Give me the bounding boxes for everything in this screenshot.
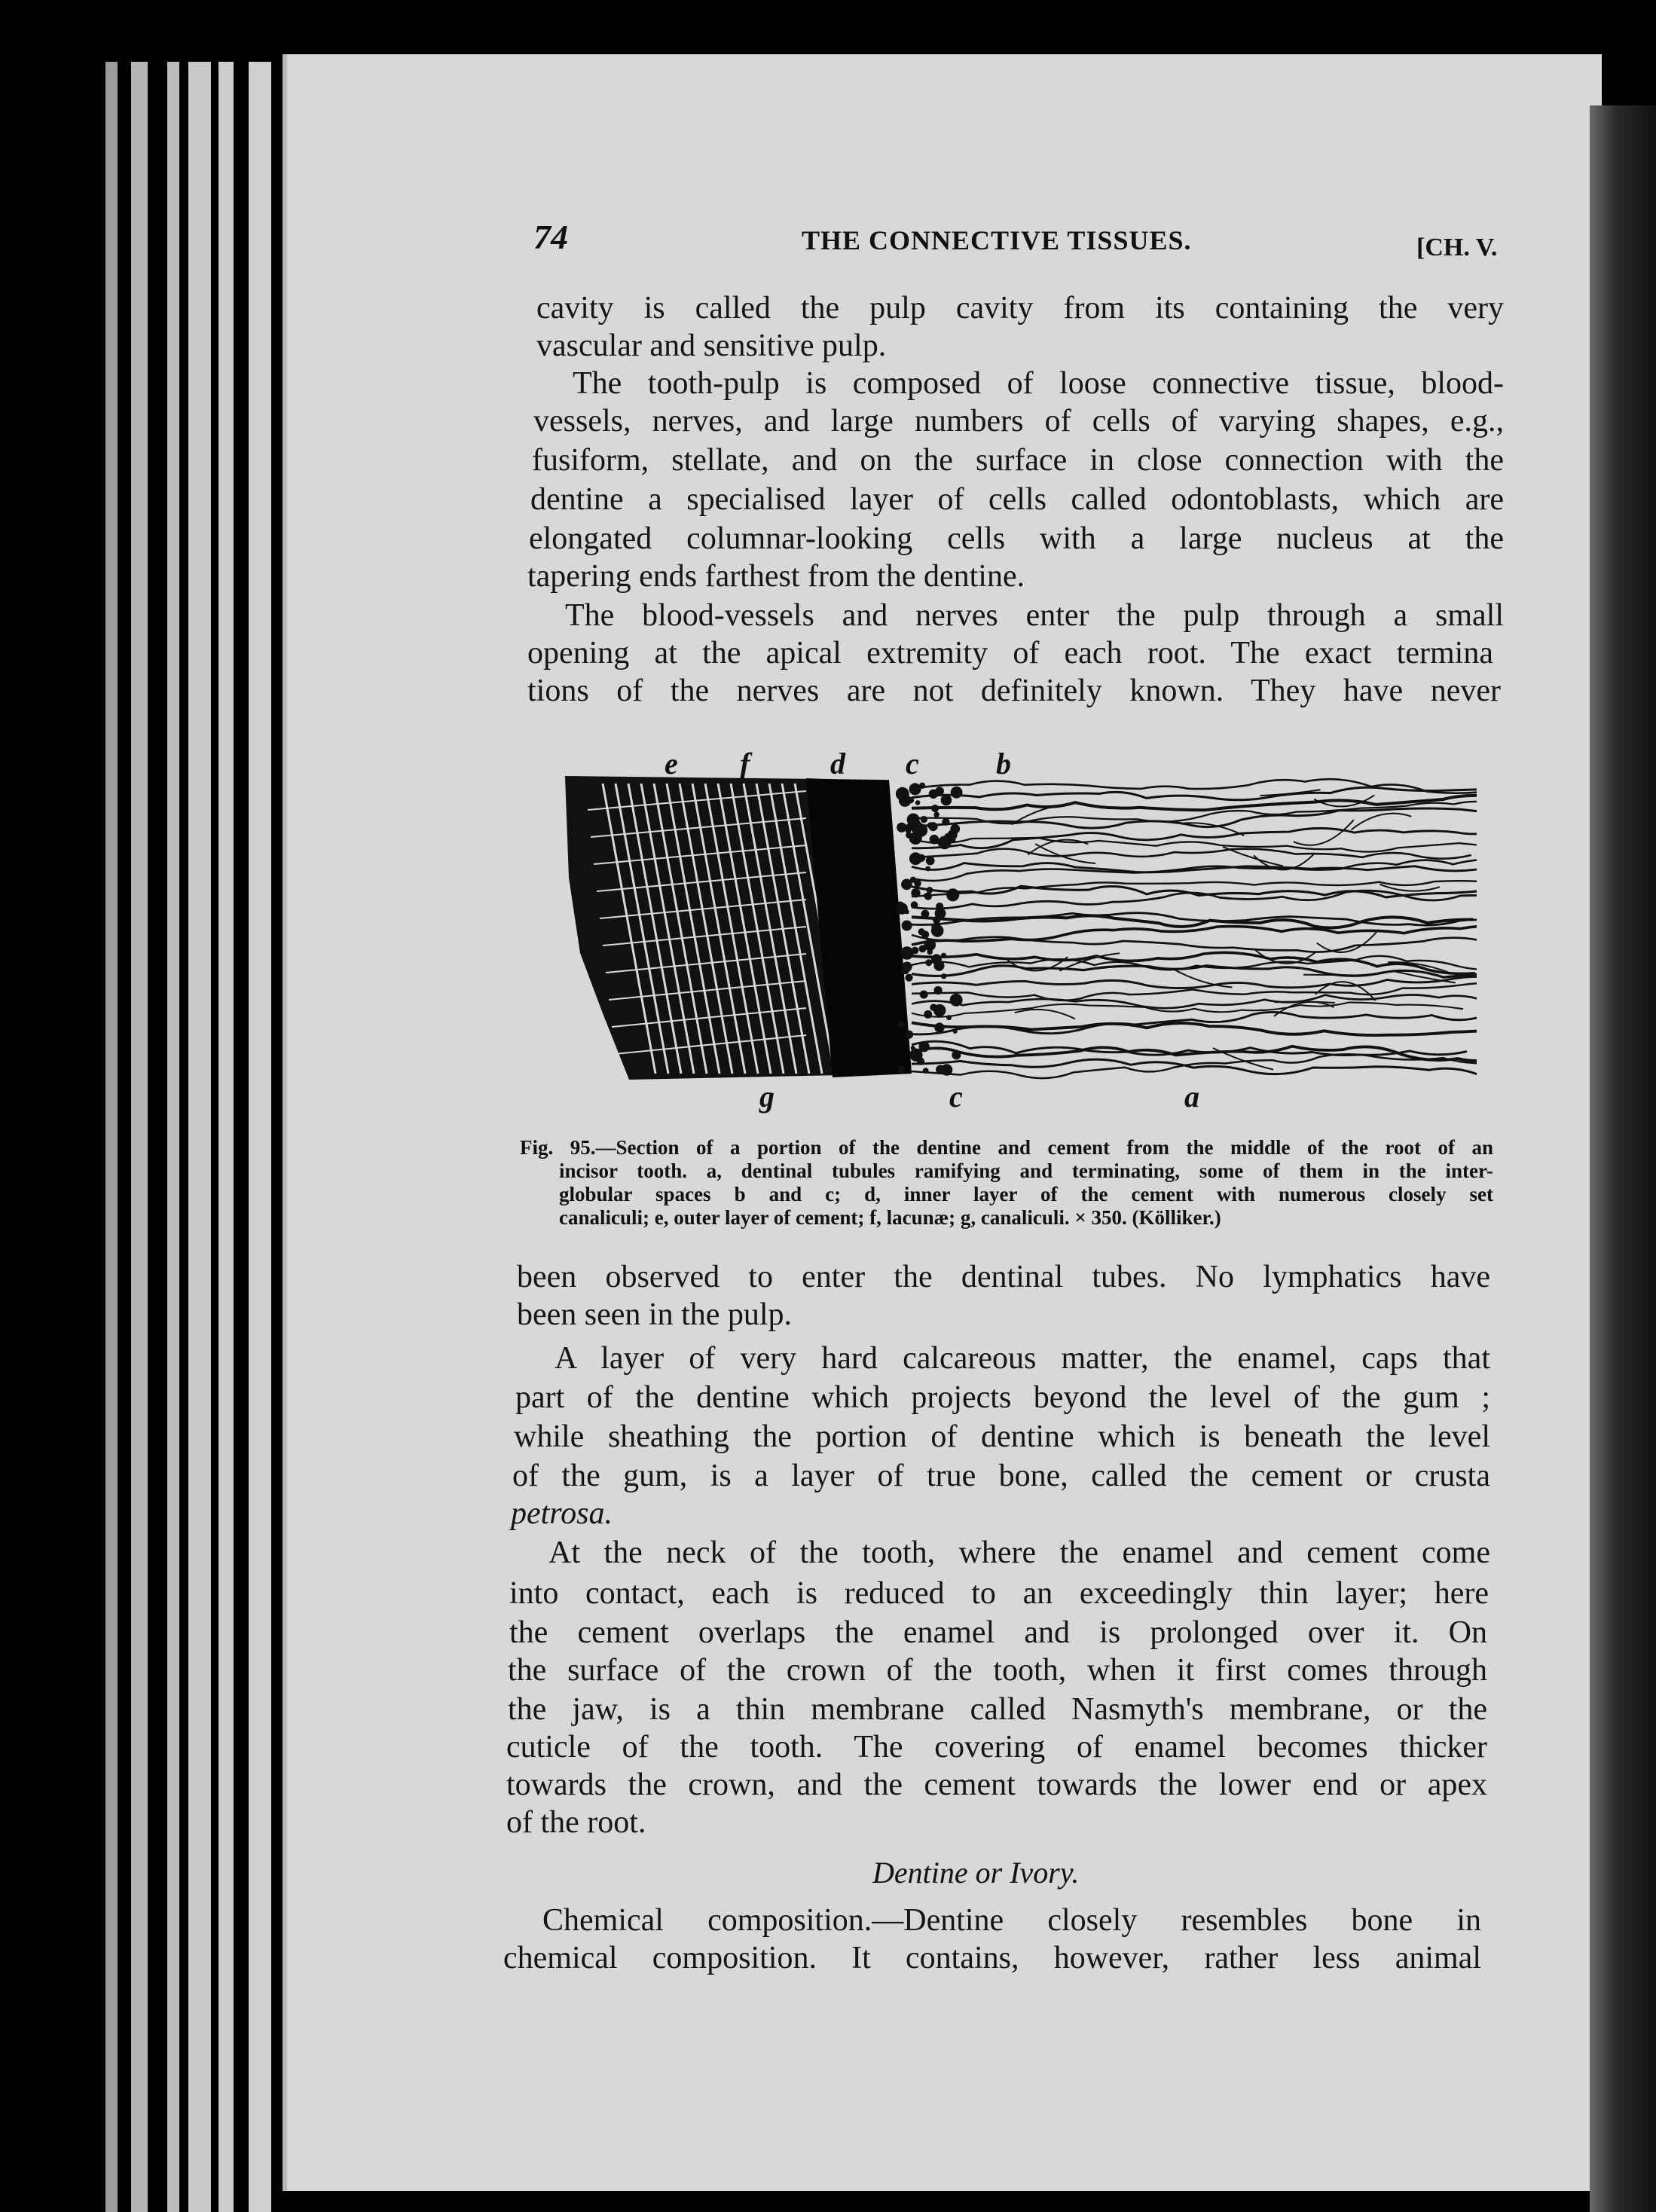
figure-caption-line: incisor tooth. a, dentinal tubules ramifying and terminating, some of them in the inter- xyxy=(559,1159,1493,1182)
body-line: petrosa. xyxy=(511,1496,613,1531)
interglobular-space xyxy=(931,924,936,930)
section-heading: Dentine or Ivory. xyxy=(872,1856,1080,1890)
body-line: tions of the nerves are not definitely known. They have never xyxy=(527,674,1501,708)
interglobular-space xyxy=(946,1015,952,1020)
body-line: fusiform, stellate, and on the surface in close connection with the xyxy=(532,443,1504,478)
interglobular-space xyxy=(918,1041,929,1052)
body-line: At the neck of the tooth, where the enamel and cement come xyxy=(548,1535,1490,1570)
tubule-branch xyxy=(1317,931,1377,952)
body-line: opening at the apical extremity of each root. The exact termina xyxy=(527,636,1493,671)
dentinal-tubule-line xyxy=(912,1003,1463,1017)
body-line: vessels, nerves, and large numbers of cells of varying shapes, e.g., xyxy=(533,404,1504,438)
body-line: of the gum, is a layer of true bone, called the cement or crusta xyxy=(512,1459,1490,1493)
running-title: THE CONNECTIVE TISSUES. xyxy=(802,225,1192,255)
dentine-cement-illustration xyxy=(558,742,1477,1123)
interglobular-space xyxy=(902,962,912,972)
tubule-branch xyxy=(1351,814,1411,830)
figure-label-d: d xyxy=(830,747,845,781)
interglobular-space xyxy=(911,901,918,909)
interglobular-space xyxy=(933,916,940,924)
dentinal-tubule-line xyxy=(912,913,1477,925)
body-line: chemical composition. It contains, however, rather less animal xyxy=(503,1941,1481,1975)
body-line: elongated columnar-looking cells with a large nucleus at the xyxy=(529,521,1504,556)
interglobular-space xyxy=(918,854,925,862)
interglobular-space xyxy=(933,1004,946,1016)
interglobular-space xyxy=(946,888,959,901)
interglobular-space xyxy=(921,930,929,938)
figure-label-b: b xyxy=(996,747,1011,781)
tubule-branch xyxy=(1015,1010,1075,1019)
figure-caption-line: globular spaces b and c; d, inner layer of the cement with numerous closely set xyxy=(559,1183,1493,1205)
interglobular-space xyxy=(926,857,935,866)
body-line: the cement overlaps the enamel and is prolonged over it. On xyxy=(509,1615,1487,1650)
interglobular-space xyxy=(915,800,921,805)
interglobular-space xyxy=(924,1010,932,1019)
interglobular-space xyxy=(923,1068,929,1074)
body-line: tapering ends farthest from the dentine. xyxy=(527,559,1025,594)
interglobular-space xyxy=(942,818,949,826)
figure-label-e: e xyxy=(665,747,678,781)
body-line: into contact, each is reduced to an exceedingly thin layer; here xyxy=(509,1576,1489,1611)
interglobular-space xyxy=(933,812,940,818)
figure-caption-line: canaliculi; e, outer layer of cement; f, lacunæ; g, canaliculi. × 350. (Kölliker.) xyxy=(559,1206,1221,1229)
interglobular-space xyxy=(924,894,928,898)
page-edge-layer xyxy=(105,62,118,2212)
interglobular-space xyxy=(927,887,933,894)
body-line: The tooth-pulp is composed of loose connective tissue, blood- xyxy=(573,366,1504,401)
interglobular-space xyxy=(900,946,914,960)
interglobular-space xyxy=(925,866,930,872)
figure-caption-line: Fig. 95.—Section of a portion of the dentine and cement from the middle of the root of an xyxy=(520,1136,1493,1159)
figure-label-c-bottom: c xyxy=(949,1080,963,1114)
page-edge-layer xyxy=(218,62,234,2212)
interglobular-space xyxy=(909,783,921,795)
interglobular-space xyxy=(929,790,938,799)
interglobular-space xyxy=(902,921,912,931)
body-line: the jaw, is a thin membrane called Nasmyth's membrane, or the xyxy=(508,1692,1487,1727)
body-line: while sheathing the portion of dentine which is beneath the level xyxy=(514,1419,1490,1454)
interglobular-space xyxy=(898,1021,906,1028)
body-line: towards the crown, and the cement towards the lower end or apex xyxy=(506,1767,1487,1802)
interglobular-space xyxy=(941,973,946,979)
body-line: A layer of very hard calcareous matter, the enamel, caps that xyxy=(555,1341,1490,1376)
interglobular-space xyxy=(921,910,930,918)
body-line: the surface of the crown of the tooth, when it first comes through xyxy=(508,1653,1487,1688)
chapter-marker: [CH. V. xyxy=(1416,234,1498,261)
interglobular-space xyxy=(921,816,927,823)
interglobular-space xyxy=(927,949,933,955)
interglobular-space xyxy=(927,822,934,829)
figure-label-c-top: c xyxy=(906,747,919,781)
tubule-branch xyxy=(1294,820,1354,845)
interglobular-space xyxy=(952,1050,961,1059)
body-line: of the root. xyxy=(506,1805,646,1840)
interglobular-space xyxy=(897,823,906,833)
body-line: cavity is called the pulp cavity from its containing the very xyxy=(536,291,1504,325)
page-edge-layer xyxy=(188,62,211,2212)
interglobular-space xyxy=(931,805,939,812)
interglobular-space xyxy=(908,797,914,803)
figure-label-g: g xyxy=(759,1080,775,1114)
interglobular-space xyxy=(941,795,952,806)
interglobular-space xyxy=(930,835,940,845)
tubule-branch xyxy=(1303,975,1364,976)
interglobular-space xyxy=(925,959,932,966)
interglobular-space xyxy=(950,994,963,1007)
body-line: The blood-vessels and nerves enter the pulp through a small xyxy=(565,598,1504,633)
dentinal-tubule-line xyxy=(912,926,1477,945)
page-number: 74 xyxy=(533,218,568,256)
interglobular-space xyxy=(911,888,920,897)
dentinal-tubule-line xyxy=(912,983,1477,1001)
interglobular-space xyxy=(919,945,927,952)
interglobular-space xyxy=(936,1065,946,1075)
body-line: cuticle of the tooth. The covering of enamel becomes thicker xyxy=(506,1730,1487,1764)
interglobular-space xyxy=(941,953,947,959)
dentinal-tubules xyxy=(912,779,1477,1078)
body-line: part of the dentine which projects beyond the level of the gum ; xyxy=(515,1380,1490,1415)
interglobular-space xyxy=(905,1031,913,1039)
figure-label-a: a xyxy=(1184,1080,1199,1114)
interglobular-space xyxy=(917,1058,924,1065)
interglobular-space xyxy=(911,1046,915,1050)
page-edge-layer xyxy=(131,62,148,2212)
body-line: vascular and sensitive pulp. xyxy=(536,328,887,363)
interglobular-space xyxy=(951,787,963,799)
dentinal-tubule-line xyxy=(912,796,1477,810)
interglobular-space xyxy=(934,961,945,971)
interglobular-space xyxy=(948,830,958,839)
interglobular-space xyxy=(934,1022,944,1032)
body-line: been observed to enter the dentinal tubes. No lymphatics have xyxy=(517,1260,1490,1294)
interglobular-space xyxy=(898,1065,906,1073)
page-gutter-shadow xyxy=(1590,105,1656,2212)
interglobular-space xyxy=(936,903,943,910)
dentinal-tubule-line xyxy=(912,966,1477,977)
dentinal-tubule-line xyxy=(912,1022,1477,1035)
page-edge-layer xyxy=(249,62,271,2212)
interglobular-space xyxy=(905,974,912,982)
page-edge-layer xyxy=(167,62,179,2212)
interglobular-space xyxy=(897,902,904,909)
interglobular-space xyxy=(920,991,928,999)
interglobular-space xyxy=(953,1029,958,1034)
body-line: been seen in the pulp. xyxy=(517,1297,793,1332)
interglobular-space xyxy=(934,986,943,994)
interglobular-space xyxy=(907,814,920,826)
figure-label-f: f xyxy=(740,747,750,781)
body-line: dentine a specialised layer of cells called odontoblasts, which are xyxy=(530,482,1504,517)
body-line: Chemical composition.—Dentine closely resembles bone in xyxy=(542,1903,1481,1938)
interglobular-space xyxy=(910,877,916,883)
dentinal-tubule-line xyxy=(912,935,1477,952)
